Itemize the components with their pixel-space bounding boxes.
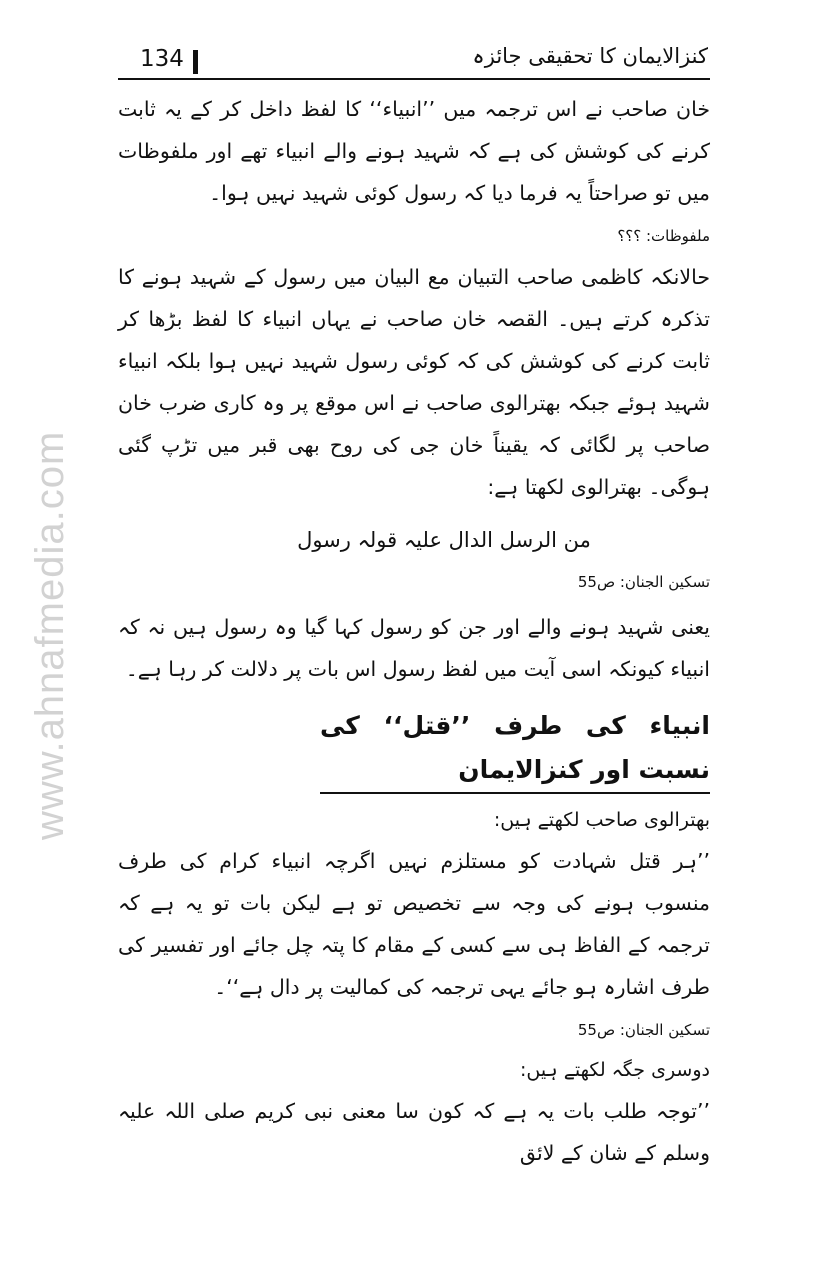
book-title: کنزالایمان کا تحقیقی جائزہ — [472, 44, 708, 68]
paragraph-5-intro: دوسری جگہ لکھتے ہیں: — [519, 1059, 710, 1081]
paragraph-1: خان صاحب نے اس ترجمہ میں ’’انبیاء‘‘ کا لفظ داخل کر کے یہ ثابت کرنے کی کوشش کی ہے کہ شہید ہونے والے انبیاء تھے اور ملفوظات میں تو صراحتاً یہ فرما دیا کہ رسول کوئی شہید نہیں ہوا۔ — [118, 97, 710, 205]
page-number: 134 — [140, 46, 184, 72]
reference-tskeen-2: تسکین الجنان: ص55 — [577, 1021, 710, 1039]
section-heading: انبیاء کی طرف ’’قتل‘‘ کی نسبت اور کنزالایمان — [320, 704, 710, 794]
reference-malfoozat: ملفوظات: ؟؟؟ — [617, 227, 710, 245]
paragraph-5: ’’توجہ طلب بات یہ ہے کہ کون سا معنی نبی کریم صلی اللہ علیہ وسلم کے شان کے لائق — [118, 1099, 710, 1165]
page-header — [118, 44, 710, 80]
paragraph-3: یعنی شہید ہونے والے اور جن کو رسول کہا گیا وہ رسول ہیں نہ کہ انبیاء کیونکہ اسی آیت میں لفظ رسول اس بات پر دلالت کر رہا ہے۔ — [118, 615, 710, 681]
watermark: www.ahnafmedia.com — [28, 430, 72, 840]
paragraph-4-intro: بھترالوی صاحب لکھتے ہیں: — [493, 809, 710, 831]
paragraph-2: حالانکہ کاظمی صاحب التبیان مع البیان میں رسول کے شہید ہونے کا تذکرہ کرتے ہیں۔ القصہ خان صاحب نے یہاں انبیاء کا لفظ بڑھا کر ثابت کرنے کی کوشش کی کہ کوئی رسول شہید نہیں ہوا بلکہ انبیاء شہید ہوئے جبکہ بھترالوی صاحب نے اس موقع پر وہ کاری ضرب خان صاحب پر لگائی کہ یقیناً خان جی کی روح بھی قبر میں تڑپ گئی ہوگی۔ بھترالوی لکھتا ہے: — [118, 265, 710, 499]
reference-tskeen-1: تسکین الجنان: ص55 — [577, 573, 710, 591]
page-body — [118, 88, 710, 1174]
arabic-quote: من الرسل الدال علیہ قولہ رسول — [297, 528, 591, 552]
paragraph-4: ’’ہر قتل شہادت کو مستلزم نہیں اگرچہ انبیاء کرام کی طرف منسوب ہونے کی وجہ سے تخصیص تو ہے لیکن بات تو یہ ہے کہ ترجمہ کے الفاظ ہی سے کسی کے مقام کا پتہ چل جائے اور تفسیر کی طرف اشارہ ہو جائے یہی ترجمہ کی کمالیت پر دال ہے‘‘۔ — [118, 849, 710, 999]
